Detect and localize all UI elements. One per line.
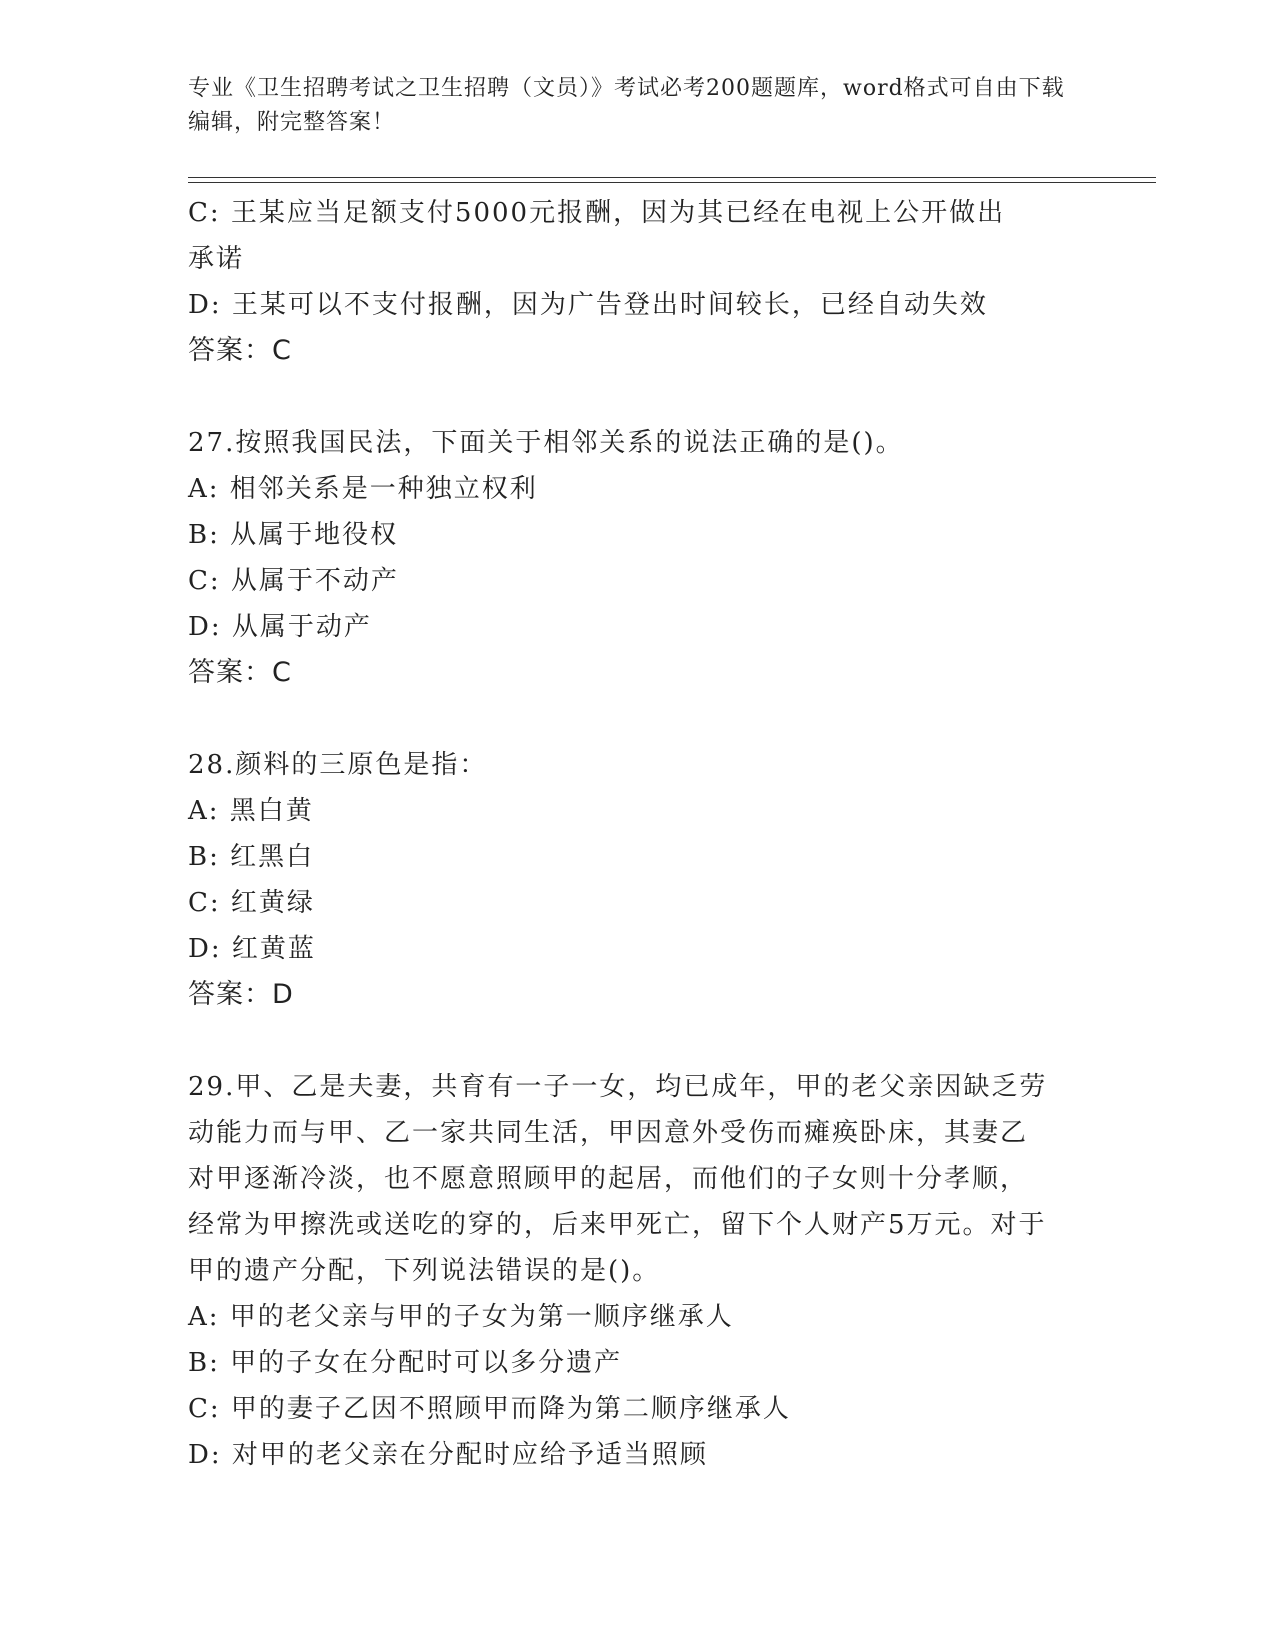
option-d: D: 从属于动产	[188, 612, 372, 642]
spacer	[188, 1018, 1088, 1064]
question-stem: 29.甲、乙是夫妻，共育有一子一女，均已成年，甲的老父亲因缺乏劳动能力而与甲、乙一家共同生活，甲因意外受伤而瘫痪卧床，其妻乙对甲逐渐冷淡，也不愿意照顾甲的起居，而他们的子女则十分孝顺，经常为甲擦洗或送吃的穿的，后来甲死亡，留下个人财产5万元。对于甲的遗产分配，下列说法错误的是()。	[188, 1072, 1048, 1286]
spacer	[188, 696, 1088, 742]
option-b: B: 从属于地役权	[188, 520, 399, 550]
option-a: A: 相邻关系是一种独立权利	[188, 474, 538, 504]
document-header	[188, 72, 1068, 140]
option-a: A: 甲的老父亲与甲的子女为第一顺序继承人	[188, 1302, 734, 1332]
option-c: C: 红黄绿	[188, 888, 315, 918]
answer-line: 答案：C	[188, 657, 292, 688]
spacer	[188, 374, 1088, 420]
previous-question-tail	[188, 190, 1088, 374]
answer-line: 答案：D	[188, 979, 294, 1010]
option-d: D: 红黄蓝	[188, 934, 316, 964]
option-b: B: 红黑白	[188, 842, 315, 872]
question-stem: 27.按照我国民法，下面关于相邻关系的说法正确的是()。	[188, 428, 904, 458]
header-rule-top	[188, 177, 1156, 178]
document-body	[188, 190, 1088, 1478]
option-d: D: 王某可以不支付报酬，因为广告登出时间较长，已经自动失效	[188, 290, 988, 320]
option-a: A: 黑白黄	[188, 796, 314, 826]
question-27	[188, 420, 1088, 696]
question-stem: 28.颜料的三原色是指：	[188, 750, 488, 780]
header-text: 专业《卫生招聘考试之卫生招聘（文员）》考试必考200题题库，word格式可自由下载编辑，附完整答案！	[188, 76, 1065, 135]
answer-line: 答案：C	[188, 335, 292, 366]
option-d: D: 对甲的老父亲在分配时应给予适当照顾	[188, 1440, 708, 1470]
option-c: C: 王某应当足额支付5000元报酬，因为其已经在电视上公开做出承诺	[188, 198, 1006, 274]
header-rule-bottom	[188, 182, 1156, 183]
question-29	[188, 1064, 1088, 1478]
question-28	[188, 742, 1088, 1018]
option-c: C: 甲的妻子乙因不照顾甲而降为第二顺序继承人	[188, 1394, 791, 1424]
option-b: B: 甲的子女在分配时可以多分遗产	[188, 1348, 623, 1378]
option-c: C: 从属于不动产	[188, 566, 399, 596]
